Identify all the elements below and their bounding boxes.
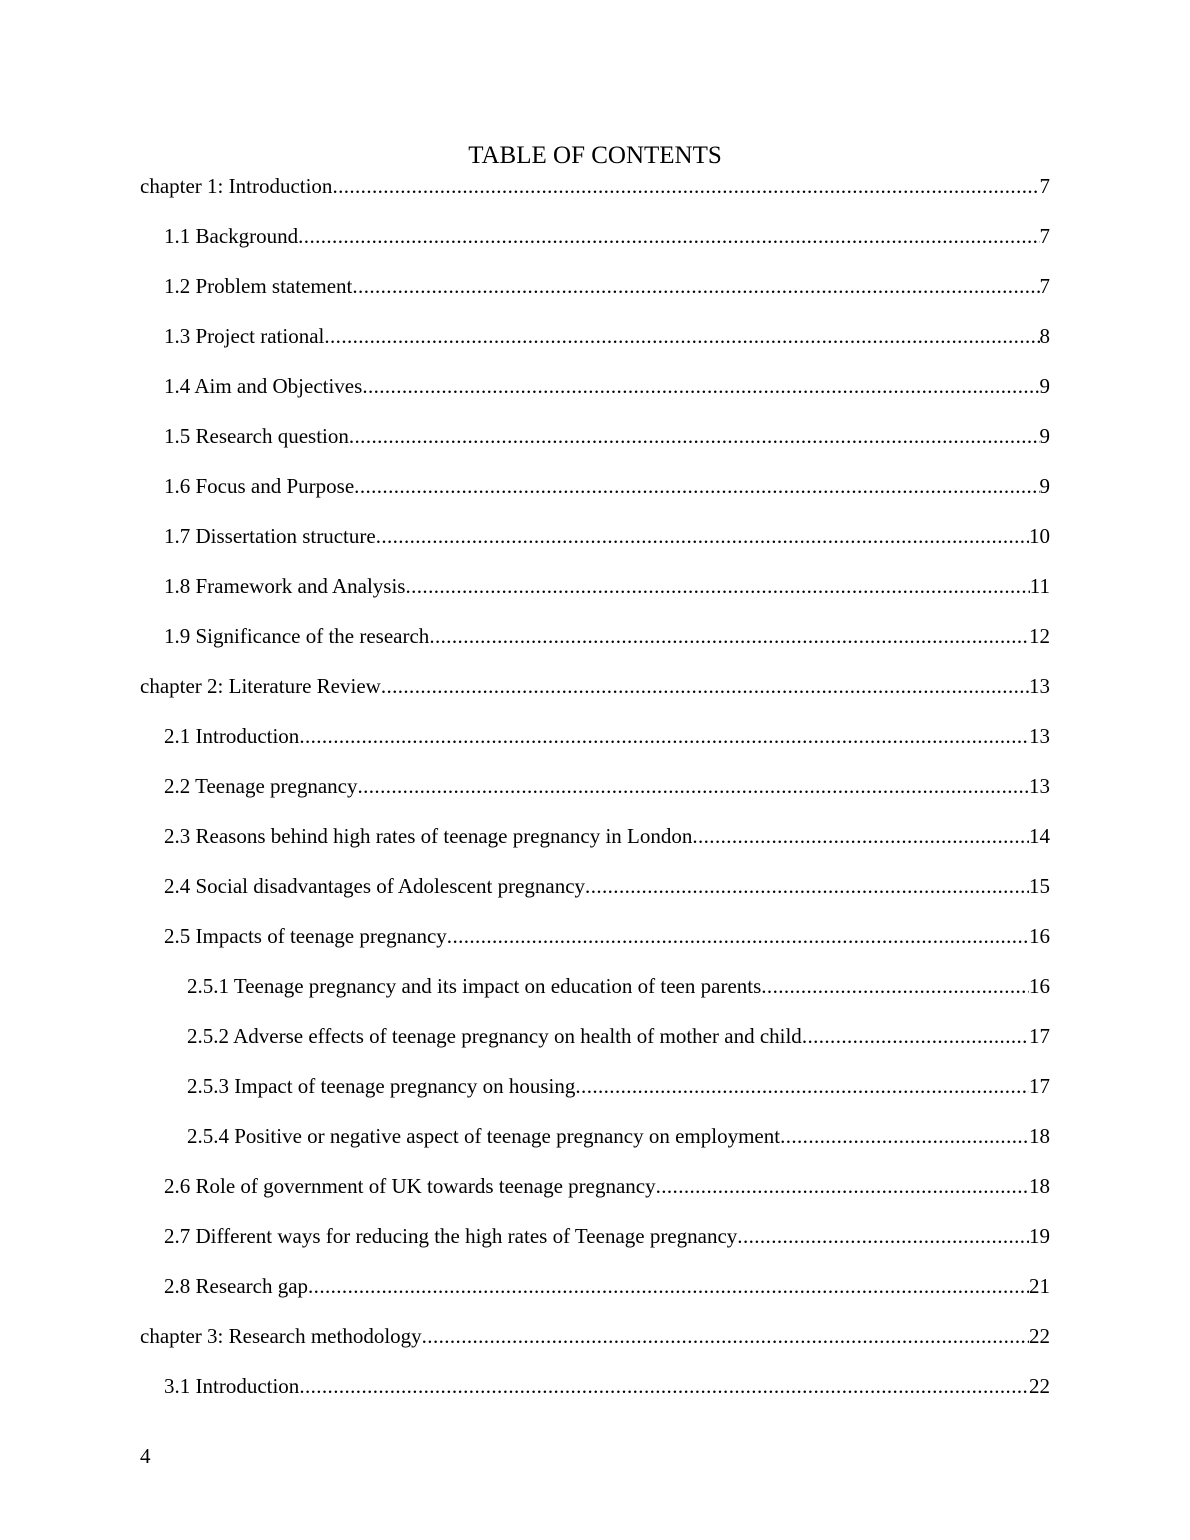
toc-entry-title: chapter 2: Literature Review (140, 674, 381, 698)
toc-entry-line (164, 1373, 1050, 1399)
toc-dot-leader (352, 273, 1039, 299)
toc-dot-leader (761, 973, 1029, 999)
toc-dot-leader (429, 623, 1029, 649)
toc-entry-line (164, 423, 1050, 449)
toc-entry-line (140, 1323, 1050, 1349)
toc-section-entry[interactable] (0, 920, 1190, 970)
toc-entry-title: 2.7 Different ways for reducing the high rates of Teenage pregnancy (164, 1224, 738, 1248)
toc-section-entry[interactable] (0, 770, 1190, 820)
toc-entry-title: 2.5 Impacts of teenage pregnancy (164, 924, 447, 948)
toc-entry-page: 9 (1039, 424, 1050, 448)
page-number: 4 (140, 1444, 151, 1468)
toc-entry-page: 10 (1029, 524, 1050, 548)
toc-entry-title: 1.3 Project rational (164, 324, 325, 348)
toc-entry-title: 2.2 Teenage pregnancy (164, 774, 358, 798)
toc-entry-line (164, 473, 1050, 499)
toc-entry-page: 22 (1029, 1374, 1050, 1398)
toc-dot-leader (422, 1323, 1029, 1349)
toc-entry-line (164, 623, 1050, 649)
toc-dot-leader (585, 873, 1029, 899)
toc-section-entry[interactable] (0, 1220, 1190, 1270)
toc-section-entry[interactable] (0, 470, 1190, 520)
toc-entry-page: 21 (1029, 1274, 1050, 1298)
toc-section-entry[interactable] (0, 720, 1190, 770)
toc-dot-leader (692, 823, 1029, 849)
toc-entry-page: 12 (1029, 624, 1050, 648)
toc-entry-line (164, 823, 1050, 849)
toc-dot-leader (447, 923, 1029, 949)
toc-entry-title: 2.5.2 Adverse effects of teenage pregnancy on health of mother and child (187, 1024, 802, 1048)
toc-entry-page: 16 (1029, 924, 1050, 948)
toc-section-entry[interactable] (0, 320, 1190, 370)
toc-chapter-entry[interactable] (0, 1320, 1190, 1370)
toc-section-entry[interactable] (0, 420, 1190, 470)
toc-subsection-entry[interactable] (0, 1020, 1190, 1070)
toc-entry-title: 1.9 Significance of the research (164, 624, 430, 648)
toc-entry-page: 14 (1029, 824, 1050, 848)
toc-dot-leader (575, 1073, 1029, 1099)
toc-entry-line (164, 1173, 1050, 1199)
toc-chapter-entry[interactable] (0, 170, 1190, 220)
toc-entry-page: 18 (1029, 1124, 1050, 1148)
toc-section-entry[interactable] (0, 520, 1190, 570)
toc-entry-page: 18 (1029, 1174, 1050, 1198)
toc-entry-title: 1.5 Research question (164, 424, 349, 448)
toc-entry-line (164, 873, 1050, 899)
toc-dot-leader (357, 773, 1029, 799)
toc-entry-page: 13 (1029, 724, 1050, 748)
toc-section-entry[interactable] (0, 570, 1190, 620)
toc-dot-leader (354, 473, 1039, 499)
toc-entry-page: 19 (1029, 1224, 1050, 1248)
toc-entry-page: 11 (1029, 574, 1050, 598)
toc-entry-page: 7 (1039, 174, 1050, 198)
toc-entry-title: 2.5.4 Positive or negative aspect of teenage pregnancy on employment (187, 1124, 781, 1148)
toc-entry-title: 1.4 Aim and Objectives (164, 374, 363, 398)
toc-section-entry[interactable] (0, 1270, 1190, 1320)
toc-entry-page: 9 (1039, 474, 1050, 498)
toc-entry-page: 17 (1029, 1024, 1050, 1048)
toc-entry-title: chapter 1: Introduction (140, 174, 333, 198)
toc-entry-line (164, 223, 1050, 249)
toc-entry-page: 7 (1039, 274, 1050, 298)
toc-section-entry[interactable] (0, 370, 1190, 420)
toc-section-entry[interactable] (0, 1370, 1190, 1420)
toc-dot-leader (298, 223, 1039, 249)
toc-entry-page: 13 (1029, 774, 1050, 798)
toc-entry-title: chapter 3: Research methodology (140, 1324, 422, 1348)
toc-entry-title: 2.6 Role of government of UK towards teenage pregnancy (164, 1174, 656, 1198)
toc-entry-title: 2.4 Social disadvantages of Adolescent pregnancy (164, 874, 586, 898)
toc-entry-line (164, 373, 1050, 399)
toc-entry-page: 15 (1029, 874, 1050, 898)
toc-entry-line (164, 573, 1050, 599)
toc-dot-leader (299, 1373, 1029, 1399)
table-of-contents (0, 170, 1190, 1420)
toc-entry-line (187, 1123, 1050, 1149)
toc-entry-title: 1.1 Background (164, 224, 299, 248)
toc-entry-title: 2.5.1 Teenage pregnancy and its impact on education of teen parents (187, 974, 762, 998)
toc-entry-line (187, 973, 1050, 999)
toc-entry-line (164, 323, 1050, 349)
toc-entry-line (164, 273, 1050, 299)
toc-entry-title: 1.2 Problem statement (164, 274, 353, 298)
toc-entry-line (140, 673, 1050, 699)
toc-dot-leader (362, 373, 1039, 399)
toc-section-entry[interactable] (0, 820, 1190, 870)
toc-section-entry[interactable] (0, 270, 1190, 320)
toc-entry-title: 2.5.3 Impact of teenage pregnancy on housing (187, 1074, 576, 1098)
toc-entry-page: 16 (1029, 974, 1050, 998)
toc-entry-line (140, 173, 1050, 199)
toc-entry-page: 17 (1029, 1074, 1050, 1098)
toc-subsection-entry[interactable] (0, 1070, 1190, 1120)
toc-chapter-entry[interactable] (0, 670, 1190, 720)
toc-dot-leader (737, 1223, 1029, 1249)
toc-dot-leader (381, 673, 1029, 699)
toc-entry-line (164, 1273, 1050, 1299)
toc-dot-leader (324, 323, 1039, 349)
toc-dot-leader (802, 1023, 1029, 1049)
toc-entry-page: 22 (1029, 1324, 1050, 1348)
toc-entry-line (164, 773, 1050, 799)
toc-dot-leader (656, 1173, 1029, 1199)
toc-dot-leader (405, 573, 1029, 599)
toc-entry-title: 3.1 Introduction (164, 1374, 300, 1398)
toc-entry-title: 1.6 Focus and Purpose (164, 474, 355, 498)
toc-entry-page: 9 (1039, 374, 1050, 398)
toc-entry-title: 2.3 Reasons behind high rates of teenage pregnancy in London (164, 824, 693, 848)
toc-entry-title: 2.8 Research gap (164, 1274, 309, 1298)
toc-section-entry[interactable] (0, 870, 1190, 920)
toc-entry-page: 7 (1039, 224, 1050, 248)
toc-dot-leader (780, 1123, 1029, 1149)
toc-dot-leader (299, 723, 1029, 749)
toc-entry-line (164, 723, 1050, 749)
toc-entry-line (164, 923, 1050, 949)
toc-entry-page: 8 (1039, 324, 1050, 348)
toc-entry-line (187, 1023, 1050, 1049)
toc-entry-line (164, 523, 1050, 549)
toc-section-entry[interactable] (0, 620, 1190, 670)
page-title: TABLE OF CONTENTS (468, 142, 722, 169)
toc-entry-title: 2.1 Introduction (164, 724, 300, 748)
toc-dot-leader (376, 523, 1029, 549)
toc-entry-title: 1.7 Dissertation structure (164, 524, 376, 548)
toc-entry-page: 13 (1029, 674, 1050, 698)
toc-subsection-entry[interactable] (0, 1120, 1190, 1170)
toc-entry-line (164, 1223, 1050, 1249)
toc-dot-leader (308, 1273, 1029, 1299)
toc-entry-line (187, 1073, 1050, 1099)
toc-dot-leader (349, 423, 1040, 449)
toc-section-entry[interactable] (0, 220, 1190, 270)
toc-section-entry[interactable] (0, 1170, 1190, 1220)
toc-subsection-entry[interactable] (0, 970, 1190, 1020)
toc-dot-leader (332, 173, 1039, 199)
toc-entry-title: 1.8 Framework and Analysis (164, 574, 406, 598)
